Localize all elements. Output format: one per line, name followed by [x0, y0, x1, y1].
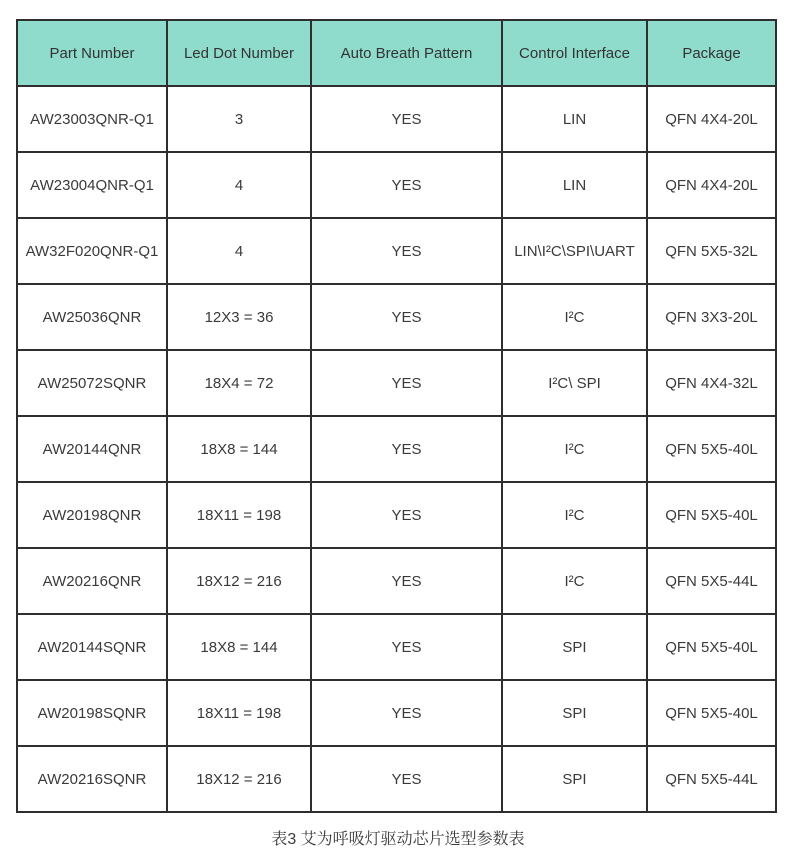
table-row [17, 482, 776, 548]
cell-led-dot-number: 12X3 = 36 [167, 284, 311, 350]
cell-control-interface: SPI [502, 614, 647, 680]
cell-control-interface: SPI [502, 746, 647, 812]
cell-led-dot-number: 18X4 = 72 [167, 350, 311, 416]
cell-part-number: AW20144QNR [17, 416, 167, 482]
cell-package: QFN 5X5-44L [647, 548, 776, 614]
cell-part-number: AW32F020QNR-Q1 [17, 218, 167, 284]
cell-part-number: AW20198QNR [17, 482, 167, 548]
cell-control-interface: LIN [502, 152, 647, 218]
cell-led-dot-number: 18X8 = 144 [167, 416, 311, 482]
cell-part-number: AW20216QNR [17, 548, 167, 614]
cell-part-number: AW25072SQNR [17, 350, 167, 416]
cell-package: QFN 4X4-20L [647, 86, 776, 152]
table-row [17, 284, 776, 350]
cell-package: QFN 3X3-20L [647, 284, 776, 350]
cell-auto-breath-pattern: YES [311, 746, 502, 812]
table-row [17, 680, 776, 746]
cell-package: QFN 4X4-20L [647, 152, 776, 218]
cell-led-dot-number: 3 [167, 86, 311, 152]
cell-package: QFN 5X5-40L [647, 614, 776, 680]
cell-led-dot-number: 4 [167, 218, 311, 284]
cell-control-interface: I²C [502, 284, 647, 350]
table-row [17, 152, 776, 218]
cell-package: QFN 5X5-40L [647, 680, 776, 746]
cell-control-interface: I²C [502, 482, 647, 548]
cell-led-dot-number: 18X8 = 144 [167, 614, 311, 680]
table-row [17, 746, 776, 812]
cell-led-dot-number: 4 [167, 152, 311, 218]
cell-part-number: AW20144SQNR [17, 614, 167, 680]
header-row [17, 20, 776, 86]
spec-table [16, 19, 777, 813]
header-control-interface: Control Interface [502, 20, 647, 86]
cell-control-interface: I²C [502, 548, 647, 614]
cell-auto-breath-pattern: YES [311, 218, 502, 284]
cell-auto-breath-pattern: YES [311, 350, 502, 416]
table-row [17, 614, 776, 680]
cell-part-number: AW23004QNR-Q1 [17, 152, 167, 218]
cell-auto-breath-pattern: YES [311, 416, 502, 482]
cell-led-dot-number: 18X12 = 216 [167, 746, 311, 812]
cell-control-interface: LIN\I²C\SPI\UART [502, 218, 647, 284]
cell-control-interface: I²C\ SPI [502, 350, 647, 416]
cell-package: QFN 5X5-40L [647, 482, 776, 548]
cell-auto-breath-pattern: YES [311, 680, 502, 746]
cell-control-interface: LIN [502, 86, 647, 152]
cell-part-number: AW23003QNR-Q1 [17, 86, 167, 152]
table-row [17, 218, 776, 284]
cell-part-number: AW20198SQNR [17, 680, 167, 746]
cell-led-dot-number: 18X11 = 198 [167, 680, 311, 746]
cell-auto-breath-pattern: YES [311, 614, 502, 680]
cell-auto-breath-pattern: YES [311, 86, 502, 152]
cell-control-interface: SPI [502, 680, 647, 746]
cell-package: QFN 5X5-32L [647, 218, 776, 284]
cell-auto-breath-pattern: YES [311, 284, 502, 350]
table-caption: 表3 艾为呼吸灯驱动芯片选型参数表 [271, 831, 525, 848]
cell-part-number: AW25036QNR [17, 284, 167, 350]
table-row [17, 86, 776, 152]
header-auto-breath-pattern: Auto Breath Pattern [311, 20, 502, 86]
cell-control-interface: I²C [502, 416, 647, 482]
table-row [17, 548, 776, 614]
cell-led-dot-number: 18X12 = 216 [167, 548, 311, 614]
cell-package: QFN 5X5-44L [647, 746, 776, 812]
cell-package: QFN 5X5-40L [647, 416, 776, 482]
cell-auto-breath-pattern: YES [311, 548, 502, 614]
cell-led-dot-number: 18X11 = 198 [167, 482, 311, 548]
header-package: Package [647, 20, 776, 86]
header-led-dot-number: Led Dot Number [167, 20, 311, 86]
table-row [17, 416, 776, 482]
cell-auto-breath-pattern: YES [311, 152, 502, 218]
table-row [17, 350, 776, 416]
cell-auto-breath-pattern: YES [311, 482, 502, 548]
cell-part-number: AW20216SQNR [17, 746, 167, 812]
cell-package: QFN 4X4-32L [647, 350, 776, 416]
header-part-number: Part Number [17, 20, 167, 86]
